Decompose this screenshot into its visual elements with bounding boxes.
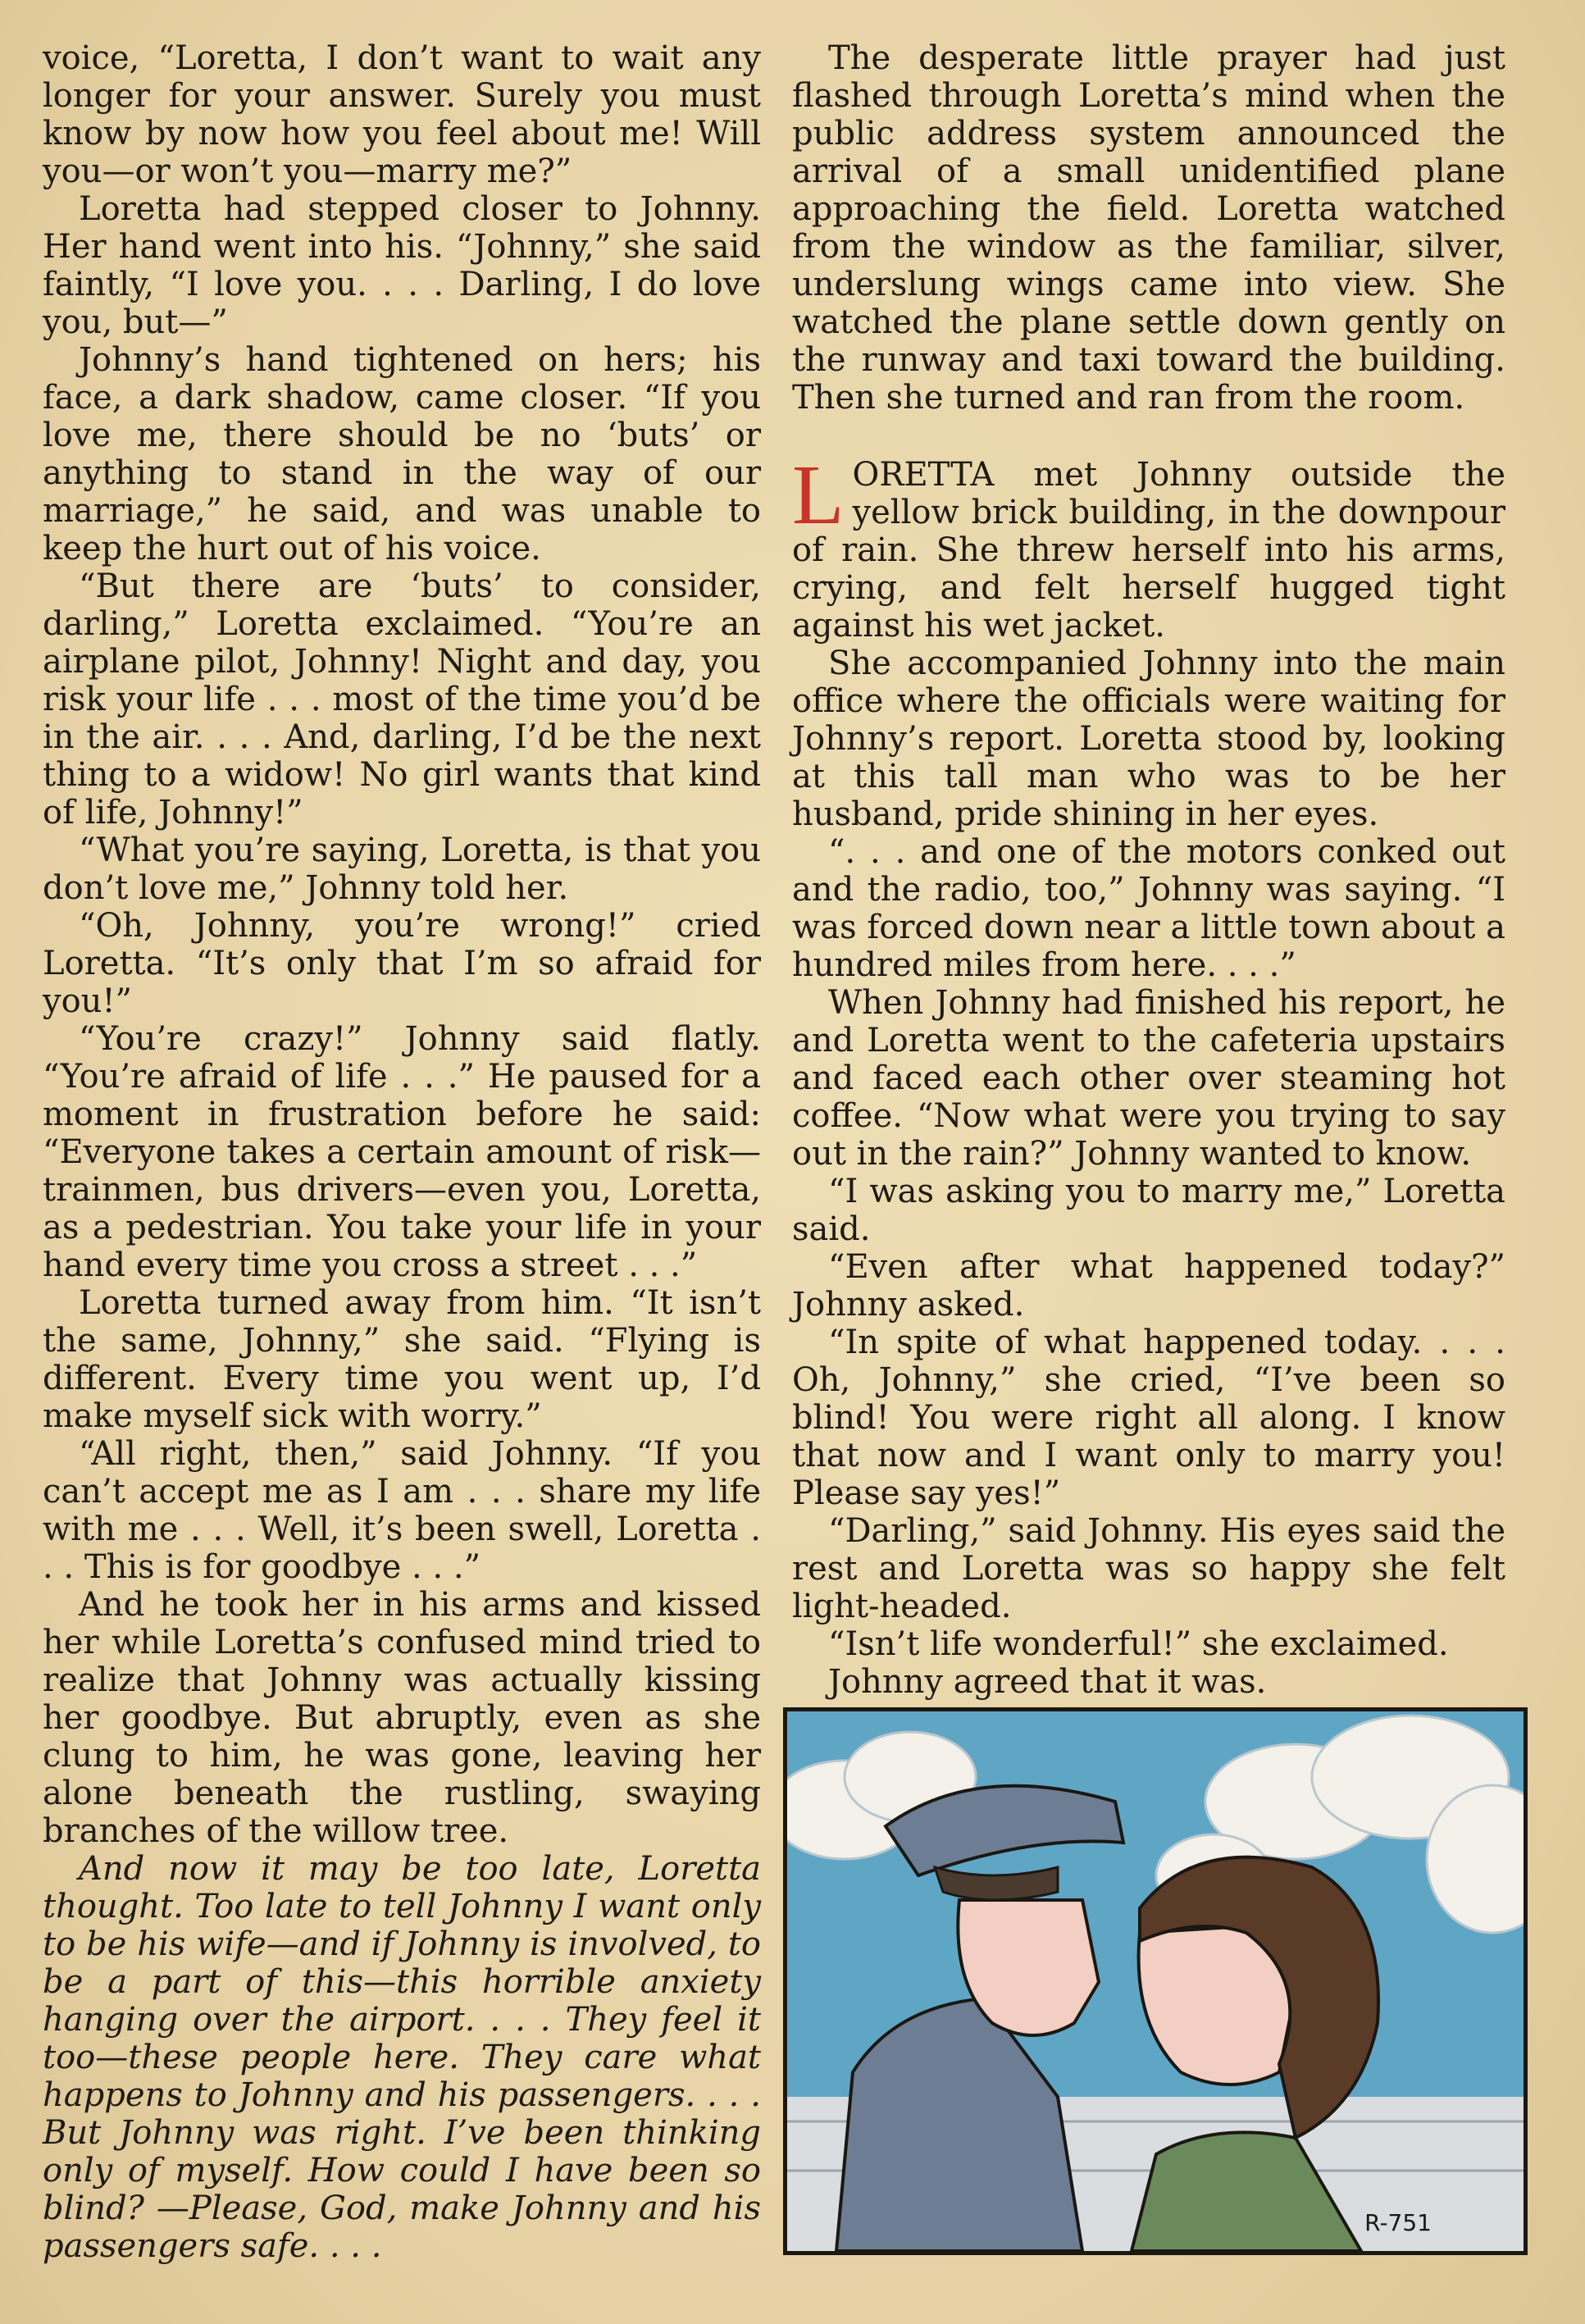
paragraph: She accompanied Johnny into the main office where the officials were waiting for Johnny’s report. Loretta stood by, looking at this tall man who was to be her husband, pride shining in her eyes. <box>792 645 1505 833</box>
drop-cap-letter: L <box>792 448 845 542</box>
paragraph: Loretta turned away from him. “It isn’t the same, Johnny,” she said. “Flying is different. Every time you went up, I’d make myself sick with worry.” <box>43 1284 761 1435</box>
paragraph: “Even after what happened today?” Johnny asked. <box>792 1248 1505 1324</box>
paragraph: “What you’re saying, Loretta, is that you don’t love me,” Johnny told her. <box>43 832 761 907</box>
italic-thought-paragraph: And now it may be too late, Loretta thought. Too late to tell Johnny I want only to be his wife—and if Johnny is involved, to be a part of this—this horrible anxiety hanging over the airport. . . . They feel it too—these people here. They care what happens to Johnny and his passengers. . . . But Johnny was right. I’ve been thinking only of myself. How could I have been so blind? —Please, God, make Johnny and his passengers safe. . . . <box>43 1850 761 2265</box>
left-text-column <box>43 39 761 2265</box>
paragraph: “I was asking you to marry me,” Loretta said. <box>792 1173 1505 1248</box>
paragraph: Johnny agreed that it was. <box>828 1663 1267 1701</box>
paragraph: “Isn’t life wonderful!” she exclaimed. <box>828 1625 1449 1663</box>
paragraph: Johnny’s hand tightened on hers; his face, a dark shadow, came closer. “If you love me, there should be no ‘buts’ or anything to stand in the way of our marriage,” he said, and was unable to keep the hurt out of his voice. <box>43 341 761 567</box>
panel-code-label: R-751 <box>1364 2209 1432 2236</box>
panel-artwork <box>787 1711 1524 2251</box>
paragraph: “All right, then,” said Johnny. “If you can’t accept me as I am . . . share my life with me . . . Well, it’s been swell, Loretta . . . This is for goodbye . . .” <box>43 1435 761 1586</box>
paragraph: And he took her in his arms and kissed her while Loretta’s confused mind tried to realize that Johnny was actually kissing her goodbye. But abruptly, even as she clung to him, he was gone, leaving her alone beneath the rustling, swaying branches of the willow tree. <box>43 1586 761 1850</box>
right-text-column <box>792 39 1505 1701</box>
paragraph: Loretta had stepped closer to Johnny. Her hand went into his. “Johnny,” she said faintly, “I love you. . . . Darling, I do love you, but—” <box>43 190 761 341</box>
paragraph: “In spite of what happened today. . . . Oh, Johnny,” she cried, “I’ve been so blind! You were right all along. I know that now and I want only to marry you! Please say yes!” <box>792 1324 1505 1512</box>
paragraph: “You’re crazy!” Johnny said flatly. “You’re afraid of life . . .” He paused for a moment in frustration before he said: “Everyone takes a certain amount of risk—trainmen, bus drivers—even you, Loretta, as a pedestrian. You take your life in your hand every time you cross a street . . .” <box>43 1020 761 1284</box>
paragraph: The desperate little prayer had just flashed through Loretta’s mind when the public address system announced the arrival of a small unidentified plane approaching the field. Loretta watched from the window as the familiar, silver, underslung wings came into view. She watched the plane settle down gently on the runway and taxi toward the building. Then she turned and ran from the room. <box>792 39 1505 417</box>
paragraph: “Oh, Johnny, you’re wrong!” cried Loretta. “It’s only that I’m so afraid for you!” <box>43 907 761 1020</box>
paragraph: voice, “Loretta, I don’t want to wait any longer for your answer. Surely you must know by now how you feel about me! Will you—or won’t you—marry me?” <box>43 39 761 190</box>
paragraph: “Darling,” said Johnny. His eyes said the rest and Loretta was so happy she felt light-headed. <box>792 1512 1505 1625</box>
comic-panel-illustration <box>783 1707 1528 2255</box>
dropcap-paragraph <box>792 448 1505 645</box>
dropcap-paragraph-text: ORETTA met Johnny outside the yellow brick building, in the downpour of rain. She threw herself into his arms, crying, and felt herself hugged tight against his wet jacket. <box>792 456 1505 645</box>
section-break <box>792 417 1505 456</box>
paragraph: When Johnny had finished his report, he and Loretta went to the cafeteria upstairs and faced each other over steaming hot coffee. “Now what were you trying to say out in the rain?” Johnny wanted to know. <box>792 984 1505 1173</box>
paragraph: “. . . and one of the motors conked out and the radio, too,” Johnny was saying. “I was forced down near a little town about a hundred miles from here. . . .” <box>792 833 1505 984</box>
paragraph: “But there are ‘buts’ to consider, darling,” Loretta exclaimed. “You’re an airplane pilot, Johnny! Night and day, you risk your life . . . most of the time you’d be in the air. . . . And, darling, I’d be the next thing to a widow! No girl wants that kind of life, Johnny!” <box>43 567 761 832</box>
